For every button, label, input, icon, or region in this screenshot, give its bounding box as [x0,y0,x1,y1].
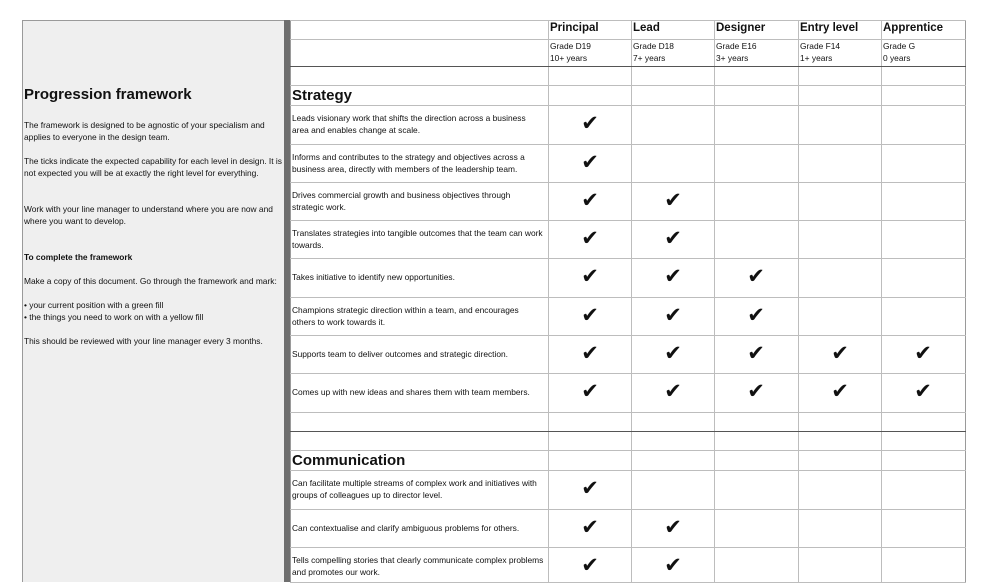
tick-icon[interactable]: ✔ [914,342,932,365]
level-years: 1+ years [800,53,833,63]
tick-icon[interactable]: ✔ [581,477,599,500]
tick-icon[interactable]: ✔ [581,265,599,288]
tick-icon[interactable]: ✔ [581,189,599,212]
level-years: 3+ years [716,53,749,63]
level-header-apprentice[interactable]: Apprentice [883,22,944,34]
tick-icon[interactable]: ✔ [664,516,682,539]
level-grade: Grade D19 [550,41,591,51]
level-header-entry-level[interactable]: Entry level [800,22,859,34]
tick-icon[interactable]: ✔ [747,265,765,288]
row-gridline [290,412,966,413]
competency-row-text[interactable]: Drives commercial growth and business objectives through strategic work. [292,190,511,212]
row-gridline [290,85,966,86]
level-years: 7+ years [633,53,666,63]
row-gridline [290,297,966,298]
tick-icon[interactable]: ✔ [747,380,765,403]
row-gridline [290,105,966,106]
tick-icon[interactable]: ✔ [831,342,849,365]
tick-icon[interactable]: ✔ [664,265,682,288]
row-gridline [290,39,966,40]
competency-row-text[interactable]: Takes initiative to identify new opportunities. [292,272,455,282]
row-gridline [290,373,966,374]
tick-icon[interactable]: ✔ [664,227,682,250]
level-years: 10+ years [550,53,588,63]
row-gridline [290,66,966,67]
level-years: 0 years [883,53,911,63]
row-gridline [290,182,966,183]
tick-icon[interactable]: ✔ [664,554,682,577]
competency-row-text[interactable]: Comes up with new ideas and shares them with team members. [292,387,530,397]
section-title-strategy: Strategy [292,87,353,104]
tick-icon[interactable]: ✔ [747,342,765,365]
tick-icon[interactable]: ✔ [581,151,599,174]
tick-icon[interactable]: ✔ [581,380,599,403]
bullet-green-fill: • your current position with a green fill [24,300,164,310]
tick-icon[interactable]: ✔ [664,189,682,212]
level-grade: Grade E16 [716,41,757,51]
row-gridline [290,144,966,145]
row-gridline [290,20,966,21]
tick-icon[interactable]: ✔ [581,304,599,327]
competency-row-text[interactable]: Champions strategic direction within a team, and encourages others to work towards it. [292,305,519,327]
tick-icon[interactable]: ✔ [747,304,765,327]
intro-paragraph-2: The ticks indicate the expected capability for each level in design. It is not expected you will be at exactly the right level for everything. [24,156,282,178]
tick-icon[interactable]: ✔ [914,380,932,403]
section-title-communication: Communication [292,452,406,469]
row-gridline [290,431,966,432]
row-gridline [290,220,966,221]
tick-icon[interactable]: ✔ [581,112,599,135]
tick-icon[interactable]: ✔ [581,342,599,365]
tick-icon[interactable]: ✔ [664,304,682,327]
instructions-text: Make a copy of this document. Go through the framework and mark: [24,276,277,286]
level-grade: Grade G [883,41,916,51]
framework-table [290,20,966,582]
competency-row-text[interactable]: Can contextualise and clarify ambiguous problems for others. [292,523,520,533]
row-gridline [290,335,966,336]
row-gridline [290,470,966,471]
level-header-lead[interactable]: Lead [633,22,660,34]
competency-row-text[interactable]: Translates strategies into tangible outcomes that the team can work towards. [292,228,543,250]
row-gridline [290,450,966,451]
tick-icon[interactable]: ✔ [664,342,682,365]
competency-row-text[interactable]: Supports team to deliver outcomes and strategic direction. [292,349,508,359]
competency-row-text[interactable]: Informs and contributes to the strategy and objectives across a business area, directly with members of the leadership team. [292,152,525,174]
intro-paragraph-1: The framework is designed to be agnostic of your specialism and applies to everyone in the design team. [24,120,265,142]
level-grade: Grade D18 [633,41,674,51]
competency-row-text[interactable]: Tells compelling stories that clearly communicate complex problems and promotes our work. [292,555,544,577]
tick-icon[interactable]: ✔ [831,380,849,403]
bullet-yellow-fill: • the things you need to work on with a yellow fill [24,312,204,322]
level-header-principal[interactable]: Principal [550,22,599,34]
row-gridline [290,509,966,510]
tick-icon[interactable]: ✔ [664,380,682,403]
intro-paragraph-3: Work with your line manager to understand where you are now and where you want to develop. [24,204,273,226]
competency-row-text[interactable]: Leads visionary work that shifts the direction across a business area and enables change at scale. [292,113,526,135]
tick-icon[interactable]: ✔ [581,227,599,250]
complete-heading: To complete the framework [24,252,133,262]
row-gridline [290,547,966,548]
level-grade: Grade F14 [800,41,841,51]
level-header-designer[interactable]: Designer [716,22,766,34]
tick-icon[interactable]: ✔ [581,516,599,539]
tick-icon[interactable]: ✔ [581,554,599,577]
row-gridline [290,258,966,259]
competency-row-text[interactable]: Can facilitate multiple streams of complex work and initiatives with groups of colleagues up to director level. [292,478,537,500]
page-title: Progression framework [24,86,192,103]
review-note: This should be reviewed with your line manager every 3 months. [24,336,263,346]
